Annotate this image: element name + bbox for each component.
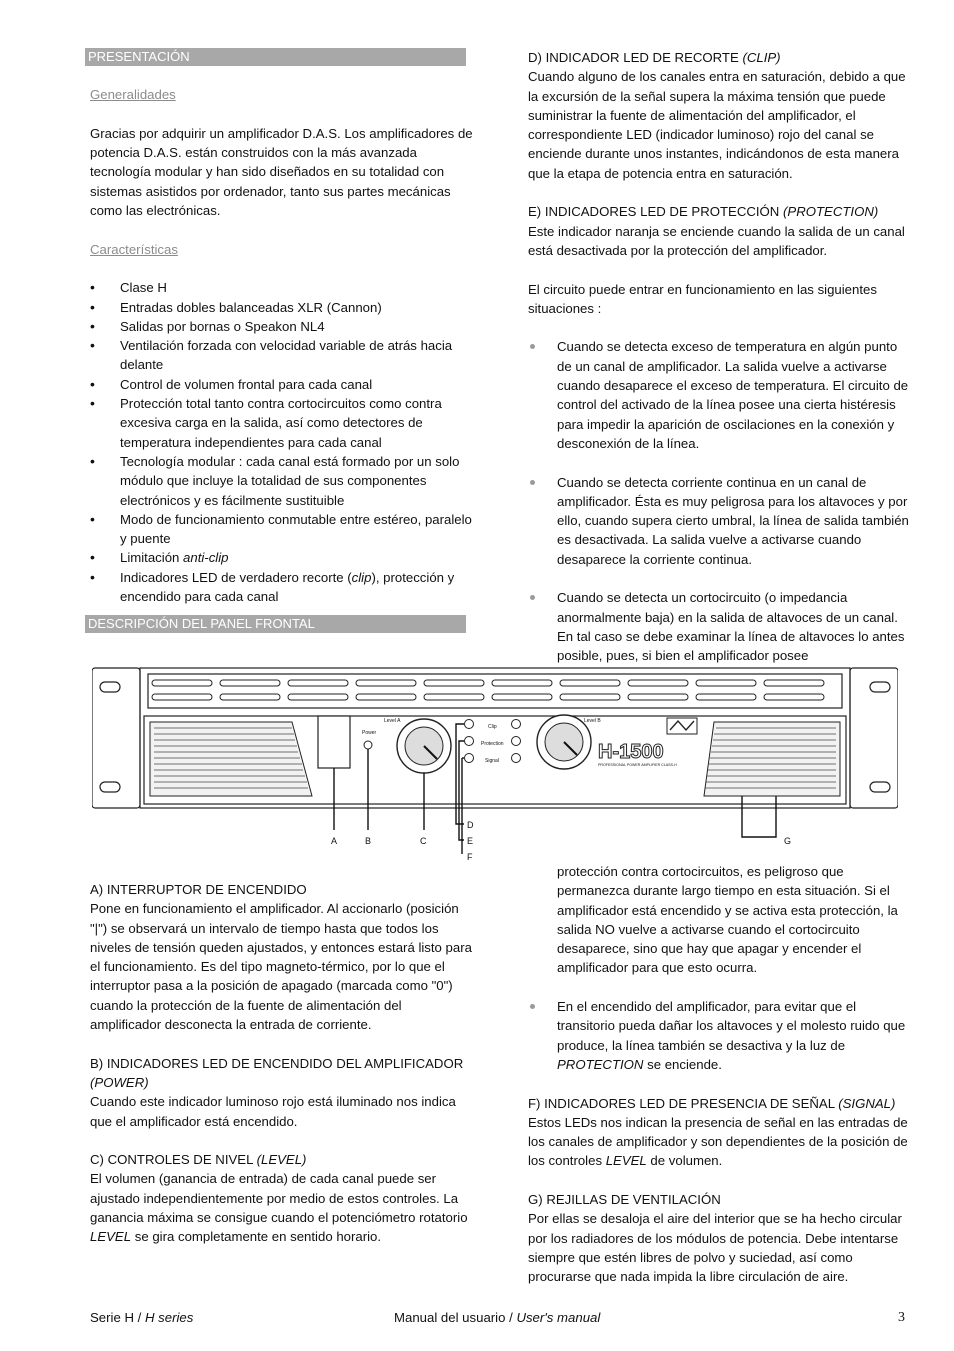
rack-ear-left [92, 668, 140, 808]
rack-slot [100, 782, 120, 792]
footer-series-text: Serie H / [90, 1310, 145, 1325]
section-f-title [528, 1094, 912, 1113]
footer-series-italic: H series [144, 1310, 194, 1325]
footer-manual-text: Manual del usuario / [394, 1310, 517, 1325]
left-bottom-column [90, 880, 474, 1247]
list-item: • Entradas dobles balanceadas XLR (Cannon) [90, 298, 474, 317]
section-f-title-italic: (SIGNAL) [838, 1095, 896, 1111]
section-e-text: Este indicador naranja se enciende cuando la salida de un canal está desactivada por la protección del amplificador. [528, 223, 905, 258]
power-label: Power [362, 730, 377, 736]
protection-led-a [465, 737, 474, 746]
section-f-text-end: de volumen. [646, 1153, 723, 1169]
callout-c: C [420, 836, 427, 846]
right-top-column [528, 48, 912, 666]
section-f-title-text: F) INDICADORES LED DE PRESENCIA DE SEÑAL [528, 1095, 839, 1111]
rack-slot [870, 682, 890, 692]
section-e-text-2: El circuito puede entrar en funcionamiento en las siguientes situaciones : [528, 281, 877, 316]
section-b-text: Cuando este indicador luminoso rojo está iluminado nos indica que el amplificador está encendido. [90, 1094, 456, 1129]
footer-manual [394, 1308, 600, 1327]
list-item: Cuando se detecta un cortocircuito (o impedancia anormalmente baja) en la salida de altavoces de un canal. En tal caso se debe examinar la línea de altavoces lo antes posible, pues, si bien el amplificador posee [528, 588, 912, 665]
list-item: • Protección total tanto contra cortocircuitos como contra excesiva carga en la salida, así como detectores de temperatura independientes para cada canal [90, 394, 474, 452]
section-e-title-italic: (PROTECTION) [783, 204, 879, 220]
subheading-caracteristicas: Características [90, 241, 178, 257]
level-b-label: Level B [584, 718, 601, 724]
protection-led-b [512, 737, 521, 746]
section-d-title [528, 48, 912, 67]
bullet-power-italic: PROTECTION [557, 1056, 644, 1072]
power-led [364, 741, 372, 749]
clip-label: Clip [488, 724, 497, 730]
section-b-title-italic: (POWER) [90, 1074, 149, 1090]
section-d-title-text: D) INDICADOR LED DE RECORTE [528, 50, 743, 65]
right-bottom-column [528, 862, 912, 1287]
model-name: H-1500 [598, 741, 664, 763]
clip-led-b [512, 720, 521, 729]
list-item: Cuando se detecta corriente continua en un canal de amplificador. Ésta es muy peligrosa para los altavoces y por ello, cuando supera cierto umbral, la línea de salida también es desactivada. La salida vuelve a activarse cuando desaparece la corriente continua. [528, 473, 912, 569]
section-f-text-italic: LEVEL [605, 1153, 647, 1169]
brand-logo-icon [667, 718, 697, 734]
section-a-title: A) INTERRUPTOR DE ENCENDIDO [90, 882, 307, 897]
list-item: Cuando se detecta exceso de temperatura en algún punto de un canal de amplificador. La salida vuelve a activarse cuando desaparece el exceso de temperatura. El circuito de control del activado de la línea posee una cierta histéresis para impedir la aparición de oscilaciones en la conexión y desconexión de la línea. [528, 337, 912, 453]
section-c-text-end: se gira completamente en sentido horario. [131, 1229, 382, 1245]
feature-limit-text: Limitación [120, 550, 184, 566]
list-item: • Control de volumen frontal para cada canal [90, 375, 474, 394]
power-switch [318, 716, 350, 768]
feature-limit-italic: anti-clip [183, 550, 229, 566]
section-band-presentacion: PRESENTACIÓN [85, 48, 466, 66]
callout-f: F [467, 852, 473, 862]
signal-led-b [512, 754, 521, 763]
section-f-text [528, 1113, 912, 1171]
callout-a: A [331, 836, 338, 846]
list-item: • Salidas por bornas o Speakon NL4 [90, 317, 474, 336]
protection-label: Protection [481, 741, 504, 747]
list-item [90, 548, 474, 567]
section-g-text: Por ellas se desaloja el aire del interior que se ha hecho circular por los radiadores de los módulos de potencia. Debe intentarse siempre que estén libres de polvo y suciedad, así como procurarse que nada impida la libre circulación de aire. [528, 1211, 902, 1285]
callout-b: B [365, 836, 372, 846]
section-band-descripcion: DESCRIPCIÓN DEL PANEL FRONTAL [85, 615, 466, 633]
feature-led-suffix: ), protección y encendido para cada canal [120, 569, 455, 605]
signal-label: Signal [485, 758, 499, 764]
section-d-title-italic: (CLIP) [742, 50, 781, 65]
section-c-title-text: C) CONTROLES DE NIVEL [90, 1152, 257, 1168]
section-d-text: Cuando alguno de los canales entra en saturación, debido a que la excursión de la señal supera la máxima tensión que puede suministrar la fuente de alimentación del amplificador, el correspondiente LED (indicador luminoso) rojo del canal se enciende durante unos instantes, indicándonos de esta manera que la etapa de potencia entra en saturación. [528, 69, 906, 181]
callout-d: D [467, 820, 474, 830]
model-caption: PROFESSIONAL POWER AMPLIFIER CLASS-H [598, 763, 677, 767]
section-e-title [528, 202, 912, 221]
generalidades-paragraph: Gracias por adquirir un amplificador D.A.S. Los amplificadores de potencia D.A.S. están construidos con la más avanzada tecnología modular y han sido diseñados en su totalidad con sistemas asistidos por ordenador, tanto sus partes mecánicas como las electrónicas. [90, 125, 473, 219]
top-vent-slots [152, 680, 824, 700]
section-g-title: G) REJILLAS DE VENTILACIÓN [528, 1192, 721, 1208]
list-item: • Clase H [90, 278, 474, 297]
bullet-power-end: se enciende. [643, 1056, 722, 1072]
power-on-list [528, 997, 912, 1074]
section-f-text-start: Estos LEDs nos indican la presencia de señal en las entradas de los canales de amplificador y son dependientes de la posición de los controles [528, 1114, 908, 1169]
list-item: • Ventilación forzada con velocidad variable de atrás hacia delante [90, 336, 474, 375]
situations-list [528, 337, 912, 665]
left-top-column [90, 48, 474, 633]
bullet-power-start: En el encendido del amplificador, para evitar que el transitorio pueda dañar los altavoces y el molesto ruido que produce, la línea también se desactiva y la luz de [557, 999, 906, 1053]
front-panel-diagram [92, 666, 898, 866]
section-c-text-italic: LEVEL [90, 1229, 132, 1245]
section-c-text [90, 1169, 474, 1246]
rack-ear-right [850, 668, 898, 808]
rack-slot [870, 782, 890, 792]
section-c-text-start: El volumen (ganancia de entrada) de cada canal puede ser ajustado independientemente por medio de estos controles. La ganancia máxima se consigue cuando el potenciómetro rotatorio [90, 1171, 468, 1226]
subheading-generalidades: Generalidades [90, 87, 176, 103]
list-item: • Modo de funcionamiento conmutable entre estéreo, paralelo y puente [90, 510, 474, 549]
feature-led-prefix: Indicadores LED de verdadero recorte ( [120, 569, 352, 585]
top-vent-panel [148, 674, 842, 708]
callout-e: E [467, 836, 474, 846]
signal-led-a [465, 754, 474, 763]
list-item [90, 568, 474, 607]
left-ventilation-grille [150, 722, 312, 796]
section-c-title-italic: (LEVEL) [256, 1152, 307, 1168]
section-b-title-italic-line [90, 1073, 474, 1092]
list-item: • Tecnología modular : cada canal está formado por un solo módulo que incluye la totalidad de sus componentes electrónicos y es fácilmente sustituible [90, 452, 474, 510]
callout-g: G [784, 836, 792, 846]
section-e-title-text: E) INDICADORES LED DE PROTECCIÓN [528, 204, 783, 220]
footer-series [90, 1308, 193, 1327]
section-c-title [90, 1150, 474, 1169]
rack-slot [100, 682, 120, 692]
continuation-text: protección contra cortocircuitos, es peligroso que permanezca durante largo tiempo en esta situación. Si el amplificador está encendido y se activa esta protección, la salida NO vuelve a activarse cuando el cortocircuito desaparece, sino que hay que apagar y encender el amplificador para que esto ocurra. [557, 864, 898, 976]
page-number: 3 [898, 1310, 905, 1325]
footer-manual-italic: User's manual [516, 1310, 601, 1325]
level-a-label: Level A [384, 718, 401, 724]
section-a-text: Pone en funcionamiento el amplificador. Al accionarlo (posición "|") se observará un intervalo de tiempo hasta que todos los niveles de tensión queden ajustados, y entonces estará listo para el funcionamiento. Es del tipo magneto-térmico, por lo que el interruptor pasa a la posición de apagado (marcada como "0") cuando la protección de la fuente de alimentación del amplificador desconecta la entrada de corriente. [90, 901, 472, 1033]
list-item [528, 997, 912, 1074]
feature-led-italic: clip [351, 569, 372, 585]
section-b-title: B) INDICADORES LED DE ENCENDIDO DEL AMPLIFICADOR [90, 1055, 464, 1071]
right-ventilation-grille [704, 722, 840, 796]
clip-led-a [465, 720, 474, 729]
features-list [90, 278, 474, 606]
